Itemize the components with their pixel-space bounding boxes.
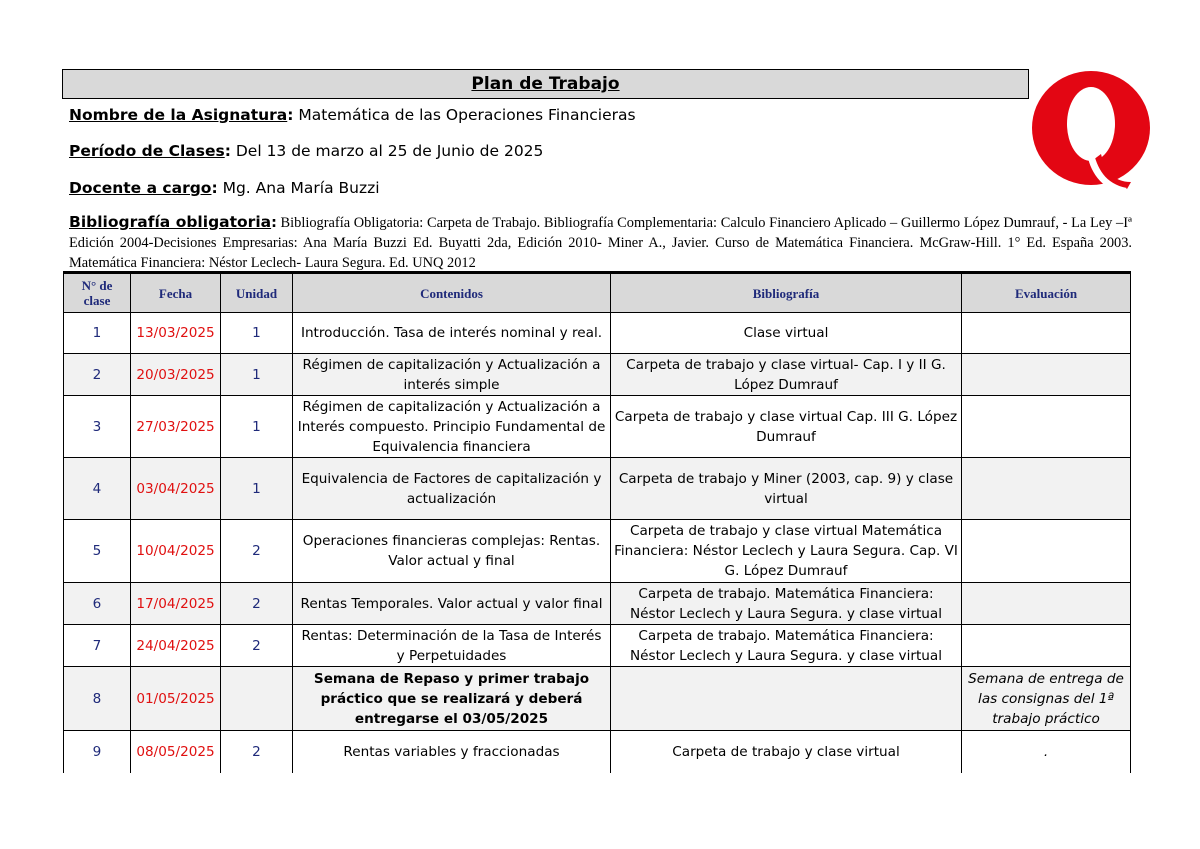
cell-contenidos: Rentas: Determinación de la Tasa de Interés y Perpetuidades	[293, 625, 611, 667]
cell-unidad: 1	[221, 313, 293, 354]
cell-bibliografia: Carpeta de trabajo y clase virtual- Cap. I y II G. López Dumrauf	[611, 354, 962, 396]
cell-contenidos: Introducción. Tasa de interés nominal y real.	[293, 313, 611, 354]
asignatura-value: Matemática de las Operaciones Financieras	[293, 106, 636, 124]
header-bibliografia: Bibliografía	[611, 273, 962, 313]
periodo-label: Período de Clases	[69, 142, 225, 160]
cell-num: 3	[64, 396, 131, 458]
cell-evaluacion	[962, 625, 1131, 667]
cell-unidad: 2	[221, 520, 293, 583]
cell-contenidos: Operaciones financieras complejas: Rentas. Valor actual y final	[293, 520, 611, 583]
table-row	[64, 520, 1131, 583]
cell-fecha: 13/03/2025	[131, 313, 221, 354]
table-row	[64, 354, 1131, 396]
cell-evaluacion: .	[962, 731, 1131, 773]
table-row	[64, 731, 1131, 773]
cell-bibliografia: Carpeta de trabajo y Miner (2003, cap. 9) y clase virtual	[611, 458, 962, 520]
header-num: N° de clase	[64, 273, 131, 313]
header-evaluacion: Evaluación	[962, 273, 1131, 313]
bibliografia-label: Bibliografía obligatoria	[69, 213, 272, 231]
table-row	[64, 583, 1131, 625]
cell-evaluacion	[962, 583, 1131, 625]
docente-value: Mg. Ana María Buzzi	[217, 179, 380, 197]
page-title: Plan de Trabajo	[471, 74, 620, 94]
cell-fecha: 27/03/2025	[131, 396, 221, 458]
cell-fecha: 01/05/2025	[131, 667, 221, 731]
bibliografia-block: Bibliografía obligatoria: Bibliografía Obligatoria: Carpeta de Trabajo. Bibliografía Complementaria: Calculo Financiero Aplicado – Guillermo López Dumrauf, - La Ley –Iª Edición 2004-Decisiones Empresarias: Ana María Buzzi Ed. Buyatti 2da, Edición 2010- Miner A., Javier. Curso de Matemática Financiera. McGraw-Hill. 1° Ed. España 2003. Matemática Financiera: Néstor Leclech- Laura Segura. Ed. UNQ 2012	[69, 213, 1132, 271]
header-unidad: Unidad	[221, 273, 293, 313]
cell-contenidos: Rentas variables y fraccionadas	[293, 731, 611, 773]
cell-bibliografia: Clase virtual	[611, 313, 962, 354]
cell-fecha: 20/03/2025	[131, 354, 221, 396]
docente-line: Docente a cargo: Mg. Ana María Buzzi	[69, 179, 380, 197]
cell-unidad: 1	[221, 396, 293, 458]
cell-num: 9	[64, 731, 131, 773]
cell-num: 7	[64, 625, 131, 667]
cell-contenidos: Régimen de capitalización y Actualización a interés simple	[293, 354, 611, 396]
cell-evaluacion	[962, 520, 1131, 583]
table-header-row	[64, 273, 1131, 313]
cell-unidad: 2	[221, 583, 293, 625]
cell-evaluacion	[962, 313, 1131, 354]
cell-num: 6	[64, 583, 131, 625]
cell-contenidos: Semana de Repaso y primer trabajo práctico que se realizará y deberá entregarse el 03/05/2025	[293, 667, 611, 731]
cell-contenidos: Equivalencia de Factores de capitalización y actualización	[293, 458, 611, 520]
cell-unidad: 2	[221, 625, 293, 667]
cell-fecha: 03/04/2025	[131, 458, 221, 520]
cell-num: 1	[64, 313, 131, 354]
cell-evaluacion	[962, 458, 1131, 520]
cell-num: 4	[64, 458, 131, 520]
plan-title-bar	[62, 69, 1029, 99]
table-row	[64, 625, 1131, 667]
cell-fecha: 08/05/2025	[131, 731, 221, 773]
header-contenidos: Contenidos	[293, 273, 611, 313]
cell-fecha: 24/04/2025	[131, 625, 221, 667]
cell-contenidos: Régimen de capitalización y Actualización a Interés compuesto. Principio Fundamental de Equivalencia financiera	[293, 396, 611, 458]
cell-bibliografia	[611, 667, 962, 731]
cell-bibliografia: Carpeta de trabajo y clase virtual	[611, 731, 962, 773]
cell-evaluacion	[962, 396, 1131, 458]
table-row	[64, 667, 1131, 731]
cell-unidad: 1	[221, 354, 293, 396]
cell-num: 8	[64, 667, 131, 731]
periodo-line: Período de Clases: Del 13 de marzo al 25 de Junio de 2025	[69, 142, 544, 160]
cell-contenidos: Rentas Temporales. Valor actual y valor final	[293, 583, 611, 625]
cell-unidad: 1	[221, 458, 293, 520]
cell-bibliografia: Carpeta de trabajo. Matemática Financiera: Néstor Leclech y Laura Segura. y clase virtual	[611, 583, 962, 625]
cell-num: 5	[64, 520, 131, 583]
asignatura-label: Nombre de la Asignatura	[69, 106, 288, 124]
header-fecha: Fecha	[131, 273, 221, 313]
bibliografia-value: Bibliografía Obligatoria: Carpeta de Trabajo. Bibliografía Complementaria: Calculo Financiero Aplicado – Guillermo López Dumrauf, - La Ley –Iª Edición 2004-Decisiones Empresarias: Ana María Buzzi Ed. Buyatti 2da, Edición 2010- Miner A., Javier. Curso de Matemática Financiera. McGraw-Hill. 1° Ed. España 2003. Matemática Financiera: Néstor Leclech- Laura Segura. Ed. UNQ 2012	[69, 215, 1132, 271]
cell-evaluacion: Semana de entrega de las consignas del 1ª trabajo práctico	[962, 667, 1131, 731]
university-logo	[1031, 70, 1152, 192]
cell-bibliografia: Carpeta de trabajo. Matemática Financiera: Néstor Leclech y Laura Segura. y clase virtual	[611, 625, 962, 667]
cell-evaluacion	[962, 354, 1131, 396]
cell-num: 2	[64, 354, 131, 396]
table-row	[64, 458, 1131, 520]
cell-fecha: 17/04/2025	[131, 583, 221, 625]
periodo-value: Del 13 de marzo al 25 de Junio de 2025	[230, 142, 544, 160]
docente-label: Docente a cargo	[69, 179, 212, 197]
table-row	[64, 313, 1131, 354]
cell-unidad	[221, 667, 293, 731]
cell-unidad: 2	[221, 731, 293, 773]
asignatura-line: Nombre de la Asignatura: Matemática de las Operaciones Financieras	[69, 106, 636, 124]
table-row	[64, 396, 1131, 458]
cell-fecha: 10/04/2025	[131, 520, 221, 583]
cell-bibliografia: Carpeta de trabajo y clase virtual Matemática Financiera: Néstor Leclech y Laura Segura. Cap. VI G. López Dumrauf	[611, 520, 962, 583]
plan-table	[63, 271, 1131, 773]
cell-bibliografia: Carpeta de trabajo y clase virtual Cap. III G. López Dumrauf	[611, 396, 962, 458]
